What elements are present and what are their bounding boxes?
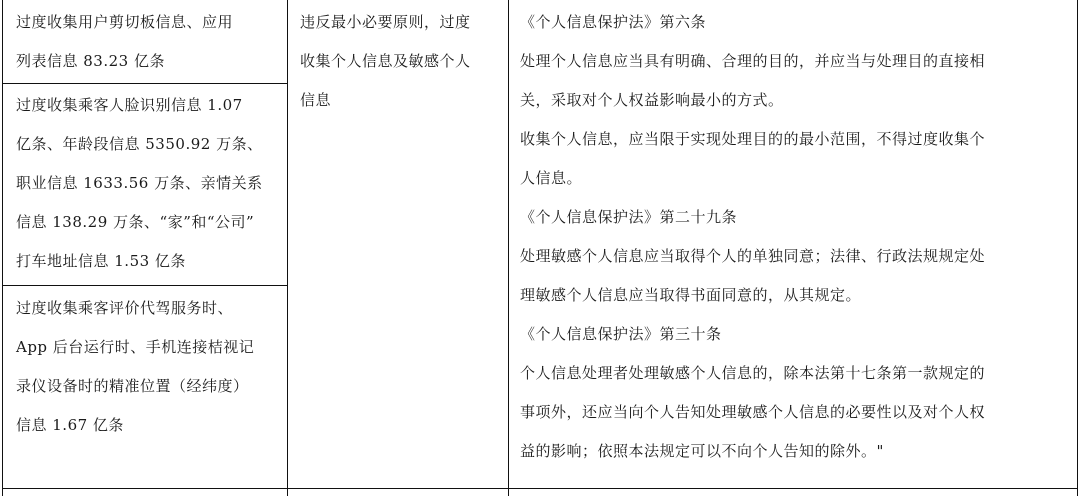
row-divider-1 <box>2 83 288 84</box>
table-bottom-border <box>2 488 1078 489</box>
cell-line: 过度收集乘客人脸识别信息 1.07 <box>16 96 243 114</box>
violation-cell-location <box>16 289 254 445</box>
violation-cell-face-recognition <box>16 86 263 281</box>
violation-type-cell <box>300 3 471 120</box>
law-text-line: 处理个人信息应当具有明确、合理的目的，并应当与处理目的直接相 <box>520 52 986 70</box>
cell-line: 亿条、年龄段信息 5350.92 万条、 <box>16 135 263 153</box>
violation-cell-clipboard <box>16 3 233 81</box>
cell-line: 录仪设备时的精准位置（经纬度） <box>16 377 249 395</box>
column-divider-1 <box>287 0 288 496</box>
law-text-line: 益的影响；依照本法规定可以不向个人告知的除外。" <box>520 442 884 460</box>
law-text-line: 个人信息处理者处理敏感个人信息的，除本法第十七条第一款规定的 <box>520 364 986 382</box>
cell-line: 信息 1.67 亿条 <box>16 416 124 434</box>
law-citation: 《个人信息保护法》第二十九条 <box>520 208 738 226</box>
law-text-line: 处理敏感个人信息应当取得个人的单独同意；法律、行政法规规定处 <box>520 247 986 265</box>
law-text-line: 事项外，还应当向个人告知处理敏感个人信息的必要性以及对个人权 <box>520 403 986 421</box>
table-border-left <box>2 0 3 496</box>
table-border-right <box>1077 0 1078 496</box>
law-text-line: 理敏感个人信息应当取得书面同意的，从其规定。 <box>520 286 862 304</box>
cell-line: 打车地址信息 1.53 亿条 <box>16 252 186 270</box>
law-text-line: 人信息。 <box>520 169 583 187</box>
cell-line: 违反最小必要原则，过度 <box>300 13 471 31</box>
law-text-line: 收集个人信息，应当限于实现处理目的的最小范围，不得过度收集个 <box>520 130 986 148</box>
law-text-line: 关，采取对个人权益影响最小的方式。 <box>520 91 784 109</box>
cell-line: 过度收集用户剪切板信息、应用 <box>16 13 234 31</box>
legal-basis-cell <box>520 3 985 471</box>
cell-line: 信息 <box>300 91 332 109</box>
cell-line: 过度收集乘客评价代驾服务时、 <box>16 299 234 317</box>
cell-line: 列表信息 83.23 亿条 <box>16 52 165 70</box>
row-divider-2 <box>2 285 288 286</box>
law-citation: 《个人信息保护法》第三十条 <box>520 325 722 343</box>
cell-line: 收集个人信息及敏感个人 <box>300 52 471 70</box>
law-citation: 《个人信息保护法》第六条 <box>520 13 707 31</box>
cell-line: 信息 138.29 万条、“家”和“公司” <box>16 213 255 231</box>
cell-line: App 后台运行时、手机连接桔视记 <box>16 338 255 356</box>
cell-line: 职业信息 1633.56 万条、亲情关系 <box>16 174 263 192</box>
column-divider-2 <box>508 0 509 496</box>
